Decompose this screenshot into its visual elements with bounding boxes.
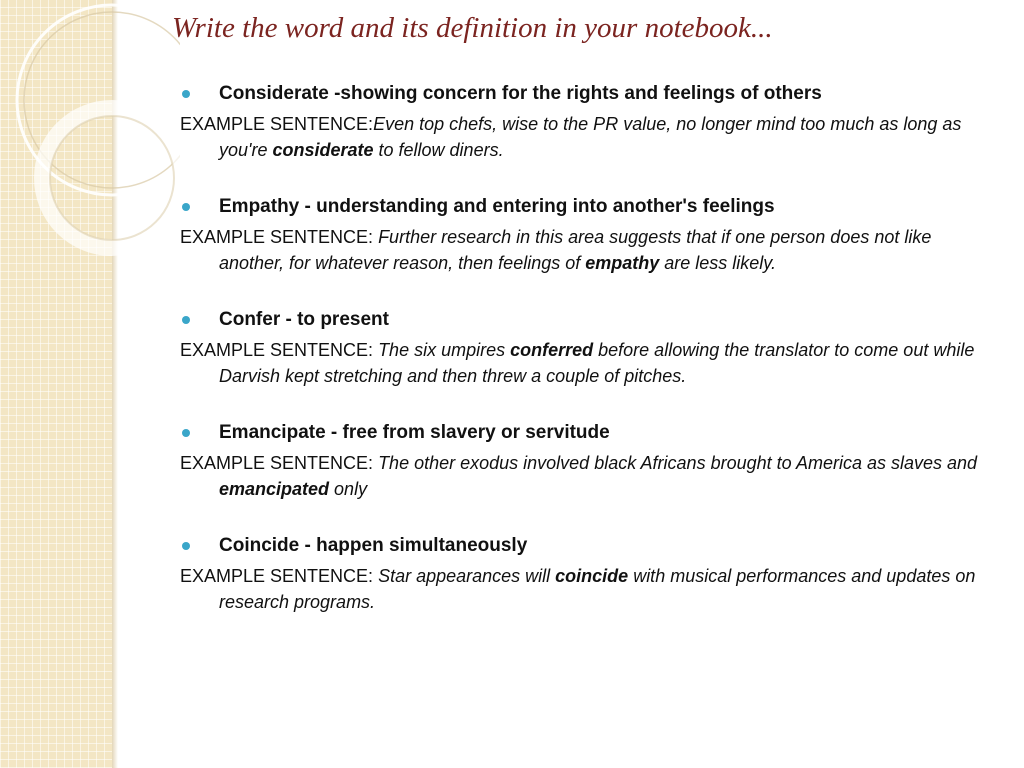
vocab-term: Confer - to present	[219, 309, 389, 330]
vocab-entry	[180, 191, 998, 276]
vocab-entry	[180, 530, 998, 615]
example-label: EXAMPLE SENTENCE:	[180, 340, 374, 360]
example-text-before: The six umpires	[373, 340, 511, 360]
vocab-term-line	[180, 78, 998, 110]
example-keyword: empathy	[585, 253, 660, 273]
vocab-term: Coincide - happen simultaneously	[219, 535, 528, 556]
bullet-icon	[182, 90, 190, 98]
example-keyword: coincide	[555, 566, 629, 586]
example-keyword: conferred	[510, 340, 594, 360]
example-text-after: are less likely.	[659, 253, 776, 273]
example-text-after: to fellow diners.	[373, 140, 504, 160]
example-text-before: Even top chefs, wise to the PR value, no longer mind too much as long as you're	[219, 114, 962, 160]
vocab-term: Emancipate - free from slavery or servitude	[219, 422, 610, 443]
example-keyword: emancipated	[219, 479, 330, 499]
bullet-icon	[182, 429, 190, 437]
example-sentence	[180, 111, 998, 163]
bullet-icon	[182, 316, 190, 324]
vocabulary-list	[180, 78, 998, 643]
vocab-term-line	[180, 304, 998, 336]
decorative-circles	[0, 0, 180, 320]
slide-title: Write the word and its definition in your notebook...	[172, 12, 773, 44]
example-text-before: Star appearances will	[373, 566, 556, 586]
vocab-entry	[180, 78, 998, 163]
example-label: EXAMPLE SENTENCE:	[180, 566, 374, 586]
example-label: EXAMPLE SENTENCE:	[180, 114, 374, 134]
example-text-after: before allowing the translator to come out while Darvish kept stretching and then threw a couple of pitches.	[219, 340, 975, 386]
example-sentence	[180, 450, 998, 502]
example-sentence	[180, 224, 998, 276]
bullet-icon	[182, 203, 190, 211]
vocab-term: Considerate -showing concern for the rights and feelings of others	[219, 83, 822, 104]
example-text-after: only	[329, 479, 368, 499]
vocab-term-line	[180, 530, 998, 562]
bullet-icon	[182, 542, 190, 550]
example-label: EXAMPLE SENTENCE:	[180, 453, 374, 473]
example-text-after: with musical performances and updates on research programs.	[219, 566, 976, 612]
example-label: EXAMPLE SENTENCE:	[180, 227, 374, 247]
vocab-entry	[180, 417, 998, 502]
example-sentence	[180, 563, 998, 615]
example-text-before: The other exodus involved black Africans brought to America as slaves and	[373, 453, 978, 473]
example-sentence	[180, 337, 998, 389]
vocab-term-line	[180, 191, 998, 223]
vocab-term-line	[180, 417, 998, 449]
example-text-before: Further research in this area suggests that if one person does not like another, for whatever reason, then feelings of	[219, 227, 932, 273]
example-keyword: considerate	[272, 140, 374, 160]
vocab-term: Empathy - understanding and entering into another's feelings	[219, 196, 775, 217]
vocab-entry	[180, 304, 998, 389]
